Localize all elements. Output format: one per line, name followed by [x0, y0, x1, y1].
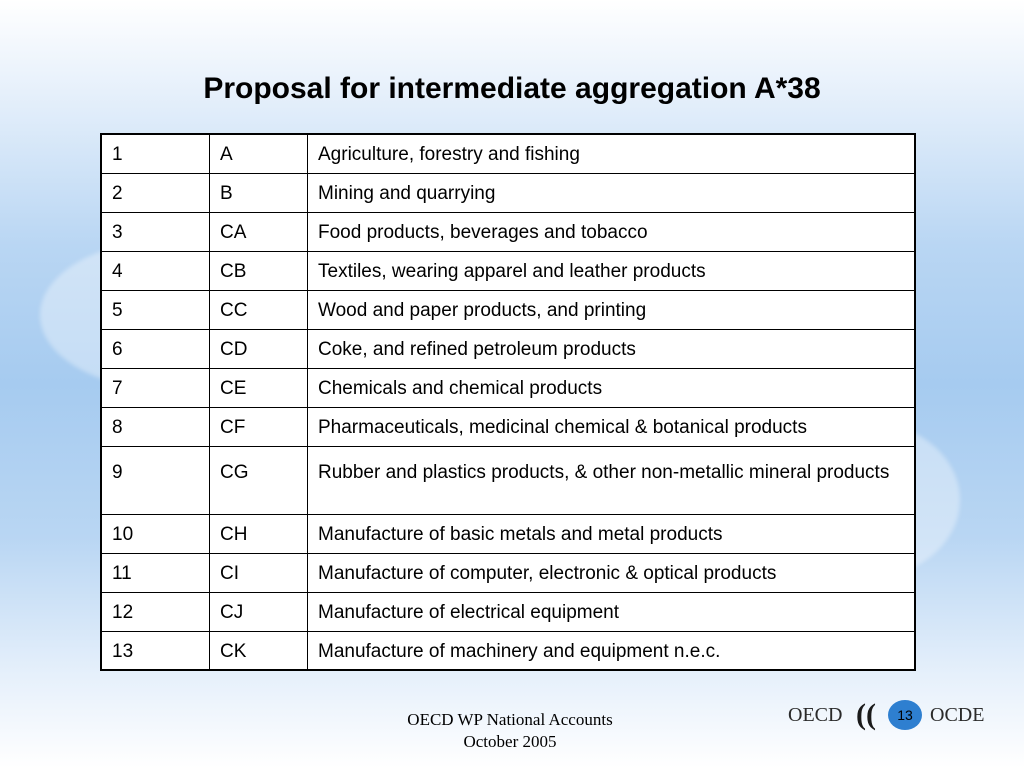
- table-row: [101, 212, 915, 251]
- table-row: [101, 368, 915, 407]
- table-row: [101, 446, 915, 514]
- footer-line-1: OECD WP National Accounts: [407, 710, 613, 729]
- row-number: 6: [101, 329, 210, 368]
- row-description: Agriculture, forestry and fishing: [308, 134, 916, 173]
- footer-line-2: October 2005: [463, 732, 557, 751]
- row-code: B: [210, 173, 308, 212]
- row-code: CE: [210, 368, 308, 407]
- row-number: 7: [101, 368, 210, 407]
- row-code: CH: [210, 514, 308, 553]
- row-code: CF: [210, 407, 308, 446]
- row-number: 1: [101, 134, 210, 173]
- logo-text-ocde: OCDE: [930, 704, 985, 726]
- logo-text-oecd: OECD: [788, 704, 843, 726]
- row-description: Manufacture of electrical equipment: [308, 592, 916, 631]
- row-description: Manufacture of machinery and equipment n.e.c.: [308, 631, 916, 670]
- row-code: CK: [210, 631, 308, 670]
- row-description: Chemicals and chemical products: [308, 368, 916, 407]
- row-number: 5: [101, 290, 210, 329]
- row-code: CI: [210, 553, 308, 592]
- row-description: Textiles, wearing apparel and leather products: [308, 251, 916, 290]
- logo-brace-icon: ((: [856, 698, 876, 731]
- table-row: [101, 631, 915, 670]
- aggregation-table: [100, 133, 916, 671]
- table-row: [101, 290, 915, 329]
- row-code: CB: [210, 251, 308, 290]
- row-number: 4: [101, 251, 210, 290]
- table-row: [101, 173, 915, 212]
- page-number-badge: 13: [888, 700, 922, 730]
- row-code: CD: [210, 329, 308, 368]
- table-row: [101, 329, 915, 368]
- row-description: Coke, and refined petroleum products: [308, 329, 916, 368]
- row-code: CJ: [210, 592, 308, 631]
- row-number: 13: [101, 631, 210, 670]
- row-number: 12: [101, 592, 210, 631]
- table-row: [101, 553, 915, 592]
- row-number: 10: [101, 514, 210, 553]
- row-description: Rubber and plastics products, & other non-metallic mineral products: [308, 446, 916, 514]
- row-number: 2: [101, 173, 210, 212]
- row-description: Manufacture of computer, electronic & optical products: [308, 553, 916, 592]
- row-number: 9: [101, 446, 210, 514]
- row-description: Manufacture of basic metals and metal products: [308, 514, 916, 553]
- row-description: Mining and quarrying: [308, 173, 916, 212]
- row-code: CA: [210, 212, 308, 251]
- table-row: [101, 514, 915, 553]
- slide-title: Proposal for intermediate aggregation A*38: [203, 72, 821, 105]
- table-row: [101, 592, 915, 631]
- table-row: [101, 251, 915, 290]
- row-code: A: [210, 134, 308, 173]
- footer: [360, 709, 660, 753]
- row-number: 11: [101, 553, 210, 592]
- table-row: [101, 407, 915, 446]
- row-number: 8: [101, 407, 210, 446]
- oecd-logo: [788, 700, 998, 730]
- table-row: [101, 134, 915, 173]
- row-description: Pharmaceuticals, medicinal chemical & botanical products: [308, 407, 916, 446]
- row-code: CG: [210, 446, 308, 514]
- row-code: CC: [210, 290, 308, 329]
- row-description: Wood and paper products, and printing: [308, 290, 916, 329]
- row-number: 3: [101, 212, 210, 251]
- row-description: Food products, beverages and tobacco: [308, 212, 916, 251]
